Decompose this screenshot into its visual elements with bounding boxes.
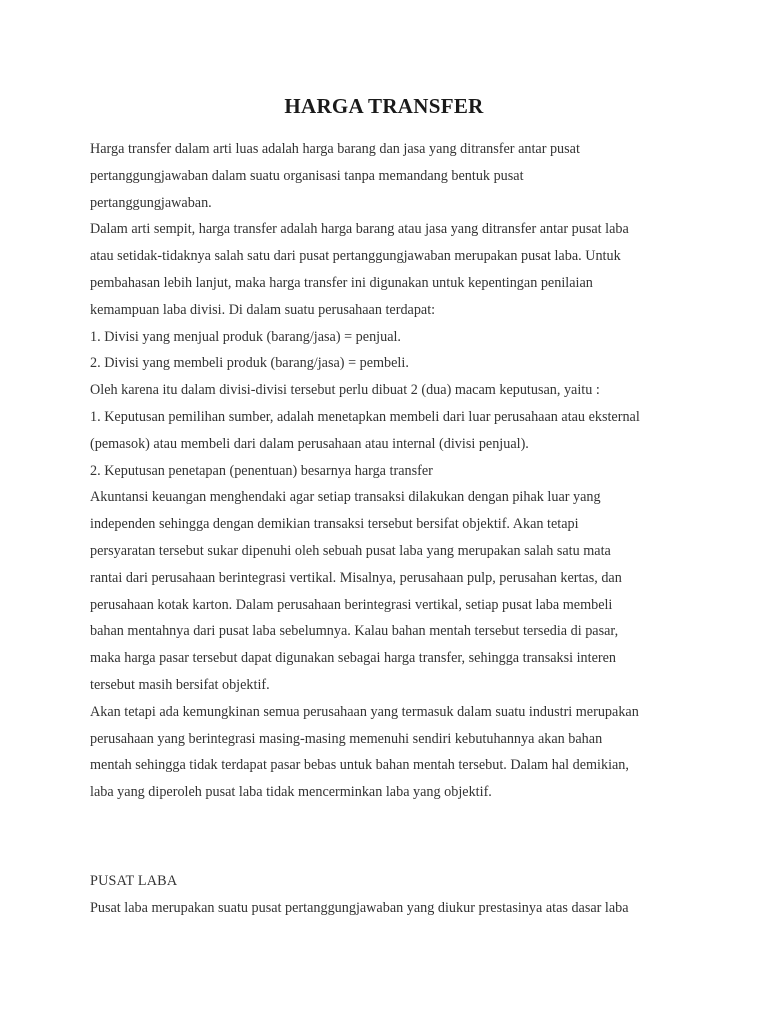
body-line: Oleh karena itu dalam divisi-divisi tersebut perlu dibuat 2 (dua) macam keputusan, yaitu : <box>90 382 600 399</box>
document-title: HARGA TRANSFER <box>284 94 484 118</box>
body-line: kemampuan laba divisi. Di dalam suatu perusahaan terdapat: <box>90 301 436 318</box>
body-line: pertanggungjawaban dalam suatu organisasi tanpa memandang bentuk pusat <box>90 167 524 184</box>
body-line: Harga transfer dalam arti luas adalah harga barang dan jasa yang ditransfer antar pusat <box>90 141 580 157</box>
body-line: Dalam arti sempit, harga transfer adalah harga barang atau jasa yang ditransfer antar pusat laba <box>90 221 629 238</box>
section-heading: PUSAT LABA <box>90 873 178 889</box>
body-line: perusahaan yang berintegrasi masing-masing memenuhi sendiri kebutuhannya akan bahan <box>90 730 603 747</box>
body-line: Akan tetapi ada kemungkinan semua perusahaan yang termasuk dalam suatu industri merupakan <box>90 703 639 720</box>
body-line: 2. Keputusan penetapan (penentuan) besarnya harga transfer <box>90 462 433 479</box>
body-line: atau setidak-tidaknya salah satu dari pusat pertanggungjawaban merupakan pusat laba. Untuk <box>90 248 621 265</box>
body-line: bahan mentahnya dari pusat laba sebelumnya. Kalau bahan mentah tersebut tersedia di pasar, <box>90 623 619 640</box>
body-line: 2. Divisi yang membeli produk (barang/jasa) = pembeli. <box>90 355 409 372</box>
section-paragraph: Pusat laba merupakan suatu pusat pertanggungjawaban yang diukur prestasinya atas dasar laba <box>90 900 629 916</box>
body-line: pembahasan lebih lanjut, maka harga transfer ini digunakan untuk kepentingan penilaian <box>90 274 593 291</box>
body-line: pertanggungjawaban. <box>90 194 212 211</box>
body-line: rantai dari perusahaan berintegrasi vertikal. Misalnya, perusahaan pulp, perusahan kertas, dan <box>90 569 622 586</box>
body-line: laba yang diperoleh pusat laba tidak mencerminkan laba yang objektif. <box>90 784 492 801</box>
body-line: maka harga pasar tersebut dapat digunakan sebagai harga transfer, sehingga transaksi interen <box>90 650 617 667</box>
body-line: perusahaan kotak karton. Dalam perusahaan berintegrasi vertikal, setiap pusat laba membeli <box>90 596 613 613</box>
body-line: 1. Divisi yang menjual produk (barang/jasa) = penjual. <box>90 328 401 345</box>
body-line: tersebut masih bersifat objektif. <box>90 676 270 693</box>
body-line: persyaratan tersebut sukar dipenuhi oleh sebuah pusat laba yang merupakan salah satu mata <box>90 542 611 559</box>
document-body <box>90 136 690 806</box>
body-line: independen sehingga dengan demikian transaksi tersebut bersifat objektif. Akan tetapi <box>90 516 579 533</box>
body-line: (pemasok) atau membeli dari dalam perusahaan atau internal (divisi penjual). <box>90 435 529 452</box>
body-line: Akuntansi keuangan menghendaki agar setiap transaksi dilakukan dengan pihak luar yang <box>90 489 601 506</box>
body-line: mentah sehingga tidak terdapat pasar bebas untuk bahan mentah tersebut. Dalam hal demikian, <box>90 757 629 774</box>
body-line: 1. Keputusan pemilihan sumber, adalah menetapkan membeli dari luar perusahaan atau eksternal <box>90 408 640 425</box>
